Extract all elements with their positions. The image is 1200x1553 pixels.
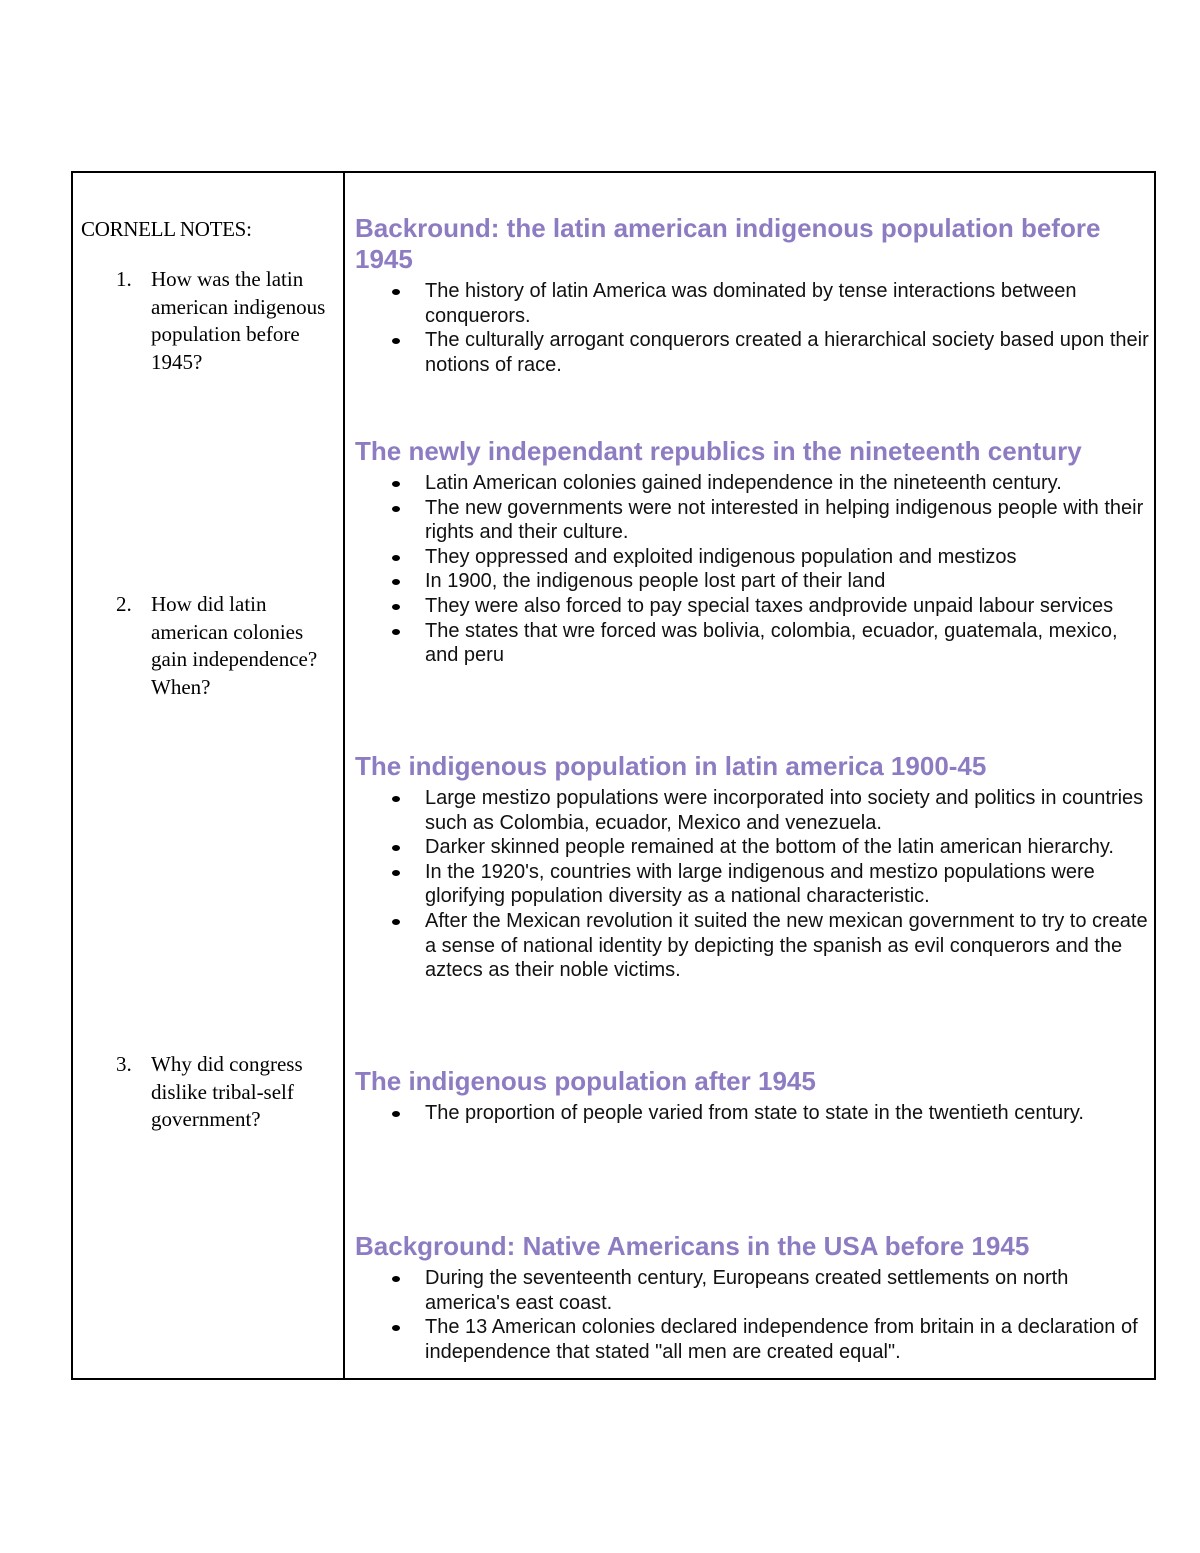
bullet-item [355,471,1150,496]
notes-section-4 [355,1066,1150,1126]
bullet-text: Large mestizo populations were incorporated into society and politics in countries such as Colombia, ecuador, Mexico and venezuela. [425,787,1144,834]
bullet-list [355,1101,1150,1126]
bullet-text: Latin American colonies gained independence in the nineteenth century. [425,472,1062,494]
bullet-icon [392,845,400,851]
bullet-item [355,1101,1150,1126]
bullet-item [355,1315,1150,1364]
cues-title: CORNELL NOTES: [81,217,252,241]
bullet-icon [392,1276,400,1282]
bullet-text: During the seventeenth century, Europeans created settlements on north america's east coast. [425,1267,1069,1314]
bullet-icon [392,796,400,802]
notes-column [345,173,1154,1378]
question-text: How did latin american colonies gain independence? When? [151,592,318,699]
bullet-text: The 13 American colonies declared independence from britain in a declaration of independence that stated "all men are created equal". [425,1316,1138,1363]
bullet-icon [392,481,400,487]
bullet-list [355,786,1150,983]
bullet-icon [392,870,400,876]
question-number: 2. [116,592,132,616]
question-number: 1. [116,267,132,291]
bullet-item [355,786,1150,835]
bullet-icon [392,506,400,512]
bullet-list [355,1266,1150,1364]
bullet-text: The states that wre forced was bolivia, colombia, ecuador, guatemala, mexico, and peru [425,619,1118,667]
bullet-text: After the Mexican revolution it suited the new mexican government to try to create a sense of national identity by depicting the spanish as evil conquerors and the aztecs as their noble victims. [425,909,1148,982]
bullet-icon [392,289,400,295]
cornell-notes-table [71,171,1156,1380]
bullet-item [355,835,1150,860]
bullet-item [355,545,1150,570]
notes-section-1 [355,213,1150,377]
bullet-text: In the 1920's, countries with large indigenous and mestizo populations were glorifying population diversity as a national characteristic. [425,860,1095,908]
bullet-text: In 1900, the indigenous people lost part of their land [425,570,886,593]
section-heading: Background: Native Americans in the USA before 1945 [355,1231,1030,1261]
cues-column [73,173,345,1378]
bullet-item [355,594,1150,619]
question-number: 3. [116,1052,132,1076]
bullet-icon [392,555,400,561]
bullet-item [355,860,1150,909]
bullet-item [355,328,1150,377]
bullet-icon [392,604,400,610]
bullet-item [355,496,1150,545]
bullet-icon [392,1111,400,1117]
bullet-text: Darker skinned people remained at the bottom of the latin american hierarchy. [425,836,1114,859]
bullet-item [355,619,1150,668]
bullet-text: The culturally arrogant conquerors created a hierarchical society based upon their notions of race. [425,329,1149,376]
notes-section-3 [355,751,1150,983]
bullet-list [355,471,1150,668]
section-heading: The newly independant republics in the nineteenth century [355,436,1082,466]
bullet-icon [392,919,400,925]
notes-section-2 [355,436,1150,668]
bullet-item [355,909,1150,983]
bullet-icon [392,1325,400,1331]
question-text: Why did congress dislike tribal-self government? [151,1052,303,1131]
bullet-icon [392,579,400,585]
question-text: How was the latin american indigenous population before 1945? [151,267,326,374]
bullet-text: The history of latin America was dominated by tense interactions between conquerors. [425,280,1077,327]
bullet-icon [392,629,400,635]
section-heading: The indigenous population in latin america 1900-45 [355,751,987,781]
section-heading: The indigenous population after 1945 [355,1066,816,1096]
bullet-list [355,279,1150,377]
bullet-text: They oppressed and exploited indigenous population and mestizos [425,545,1017,568]
bullet-item [355,569,1150,594]
section-heading: Backround: the latin american indigenous population before 1945 [355,213,1101,274]
notes-section-5 [355,1231,1150,1364]
bullet-text: The new governments were not interested in helping indigenous people with their rights and their culture. [425,496,1144,544]
bullet-item [355,279,1150,328]
bullet-text: They were also forced to pay special taxes andprovide unpaid labour services [425,594,1114,617]
bullet-text: The proportion of people varied from state to state in the twentieth century. [425,1102,1084,1124]
bullet-item [355,1266,1150,1315]
bullet-icon [392,338,400,344]
